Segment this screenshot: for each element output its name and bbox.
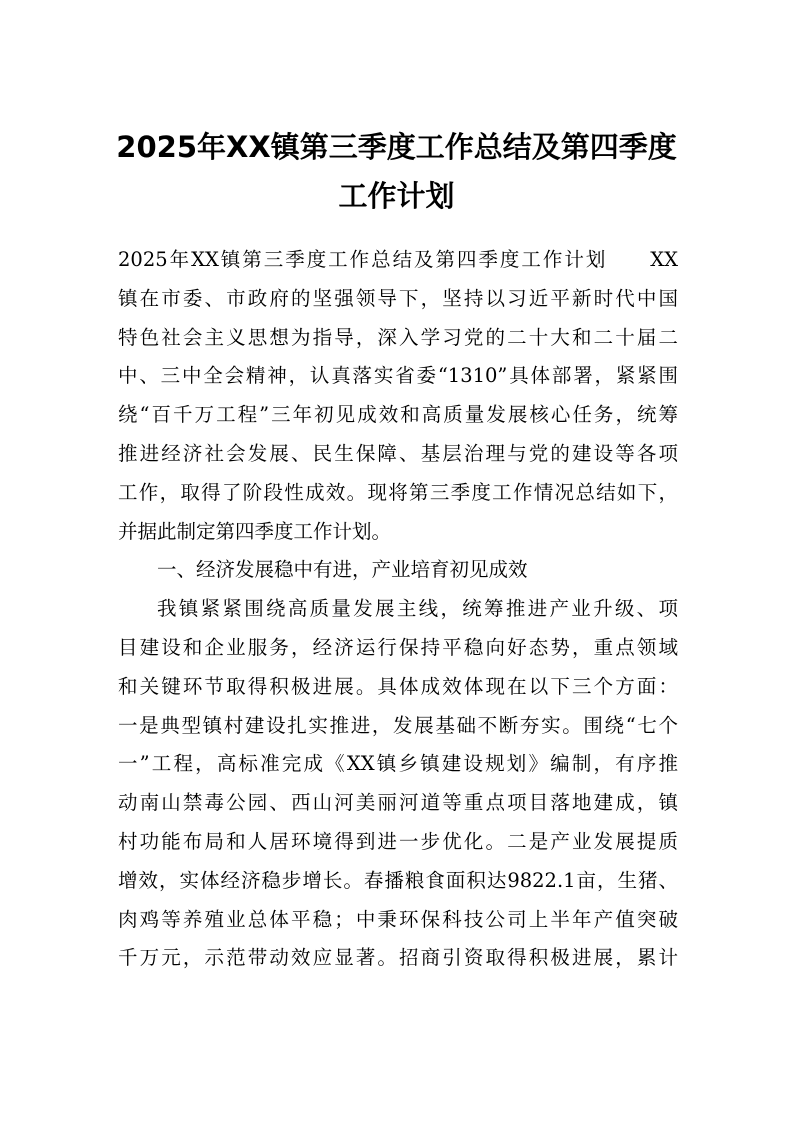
body-line: 一是典型镇村建设扎实推进，发展基础不断夯实。围绕“七个 [118,713,678,737]
body-line: 绕“百千万工程”三年初见成效和高质量发展核心任务，统筹 [118,403,678,427]
body-line: 千万元，示范带动效应显著。招商引资取得积极进展，累计 [118,946,678,970]
body-line: 动南山禁毒公园、西山河美丽河道等重点项目落地建成，镇 [118,791,678,815]
body-line: 肉鸡等养殖业总体平稳；中秉环保科技公司上半年产值突破 [118,907,678,931]
body-line: 推进经济社会发展、民生保障、基层治理与党的建设等各项 [118,441,678,465]
body-line: 一”工程，高标准完成《XX镇乡镇建设规划》编制，有序推 [118,752,678,776]
body-line: 和关键环节取得积极进展。具体成效体现在以下三个方面： [118,674,678,698]
body-line: 工作，取得了阶段性成效。现将第三季度工作情况总结如下， [118,480,678,504]
body-line: 特色社会主义思想为指导，深入学习党的二十大和二十届二 [118,325,678,349]
body-line: 增效，实体经济稳步增长。春播粮食面积达9822.1亩，生猪、 [118,868,678,892]
body-line: 村功能布局和人居环境得到进一步优化。二是产业发展提质 [118,829,678,853]
document-title-line-2: 工作计划 [338,179,455,213]
body-line: 我镇紧紧围绕高质量发展主线，统筹推进产业升级、项 [157,597,678,621]
body-line: 并据此制定第四季度工作计划。 [118,519,392,543]
body-line: 2025年XX镇第三季度工作总结及第四季度工作计划 XX [118,248,678,271]
body-line: 镇在市委、市政府的坚强领导下，坚持以习近平新时代中国 [118,286,678,310]
section-heading: 一、经济发展稳中有进，产业培育初见成效 [157,558,528,582]
document-title-line-1: 2025年XX镇第三季度工作总结及第四季度 [116,130,677,164]
document-body [118,241,678,978]
body-line: 目建设和企业服务，经济运行保持平稳向好态势，重点领域 [118,635,678,659]
body-line: 中、三中全会精神，认真落实省委“1310”具体部署，紧紧围 [118,364,678,388]
